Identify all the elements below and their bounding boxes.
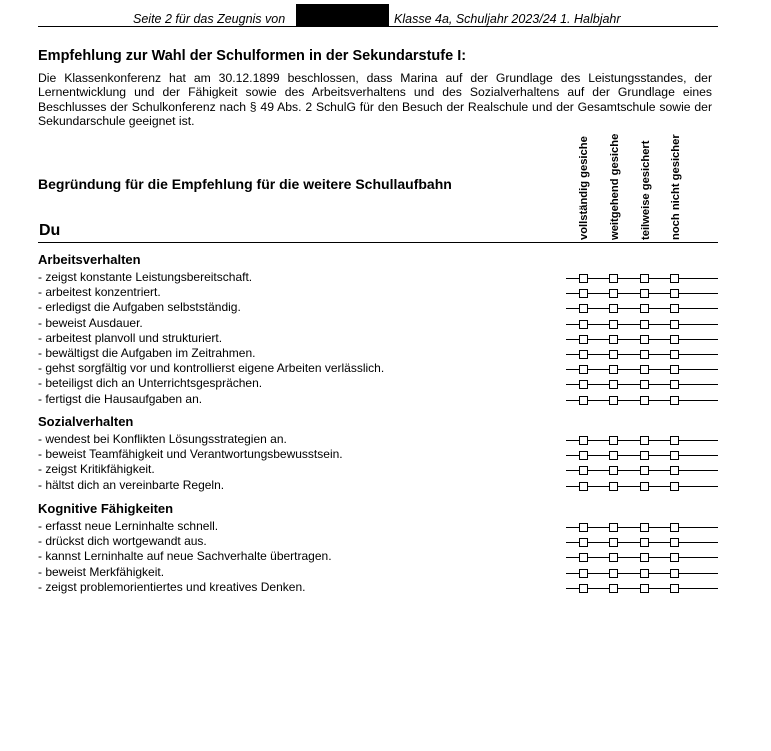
criterion-text: - hältst dich an vereinbarte Regeln. — [38, 477, 225, 492]
rating-checkbox[interactable] — [609, 289, 618, 298]
rating-checkbox[interactable] — [609, 553, 618, 562]
rating-checkbox[interactable] — [670, 320, 679, 329]
rating-checkbox[interactable] — [609, 396, 618, 405]
section-title-arbeitsverhalten: Arbeitsverhalten — [38, 252, 141, 267]
rating-checkbox[interactable] — [609, 584, 618, 593]
rating-checkbox[interactable] — [640, 569, 649, 578]
rating-checkbox[interactable] — [579, 451, 588, 460]
rating-checkbox[interactable] — [609, 451, 618, 460]
rating-checkbox[interactable] — [609, 274, 618, 283]
rating-checkbox[interactable] — [670, 553, 679, 562]
rating-checkbox[interactable] — [640, 320, 649, 329]
column-header-noch-nicht: noch nicht gesicher — [670, 134, 682, 240]
rating-checkbox[interactable] — [609, 304, 618, 313]
recommendation-paragraph: Die Klassenkonferenz hat am 30.12.1899 beschlossen, dass Marina auf der Grundlage des Leistungsstandes, der Lernentwicklung und der Fähigkeit sowie des Arbeitsverhaltens und des Sozialverhaltens auf der Grundlage eines Beschlusses der Schulkonferenz nach § 49 Abs. 2 SchulG für den Besuch der Realschule und der Gesamtschule sowie der Sekundarschule geeignet ist. — [38, 71, 712, 129]
criterion-text: - fertigst die Hausaufgaben an. — [38, 391, 203, 406]
rating-checkbox[interactable] — [670, 289, 679, 298]
rating-checkbox[interactable] — [670, 274, 679, 283]
rating-checkbox[interactable] — [579, 584, 588, 593]
rating-checkbox[interactable] — [609, 436, 618, 445]
rating-checkbox[interactable] — [670, 523, 679, 532]
rating-checkbox[interactable] — [609, 482, 618, 491]
recommendation-title: Empfehlung zur Wahl der Schulformen in der Sekundarstufe I: — [38, 48, 467, 64]
rating-checkbox[interactable] — [609, 538, 618, 547]
rating-checkbox[interactable] — [579, 569, 588, 578]
rating-checkbox[interactable] — [670, 451, 679, 460]
rating-checkbox[interactable] — [609, 335, 618, 344]
rating-checkbox[interactable] — [640, 482, 649, 491]
header-left-text: Seite 2 für das Zeugnis von — [133, 12, 286, 26]
column-header-teilweise: teilweise gesichert — [640, 140, 652, 240]
rating-checkbox[interactable] — [640, 538, 649, 547]
rating-checkbox[interactable] — [579, 320, 588, 329]
rating-checkbox[interactable] — [609, 350, 618, 359]
rating-checkbox[interactable] — [670, 380, 679, 389]
rating-checkbox[interactable] — [670, 396, 679, 405]
rating-checkbox[interactable] — [640, 436, 649, 445]
criterion-text: - beteiligst dich an Unterrichtsgesprächen. — [38, 376, 263, 391]
column-header-weitgehend: weitgehend gesiche — [609, 133, 621, 240]
rating-checkbox[interactable] — [609, 523, 618, 532]
rating-checkbox[interactable] — [609, 365, 618, 374]
rating-checkbox[interactable] — [640, 396, 649, 405]
rating-checkbox[interactable] — [670, 365, 679, 374]
header-rule — [38, 26, 718, 27]
rating-checkbox[interactable] — [640, 380, 649, 389]
rating-checkbox[interactable] — [670, 584, 679, 593]
rating-checkbox[interactable] — [640, 584, 649, 593]
rating-checkbox[interactable] — [579, 396, 588, 405]
rating-checkbox[interactable] — [579, 553, 588, 562]
subject-rule — [38, 242, 718, 243]
column-header-vollstaendig: vollständig gesiche — [578, 136, 590, 240]
rating-checkbox[interactable] — [670, 436, 679, 445]
criterion-text: - beweist Ausdauer. — [38, 315, 143, 330]
redacted-name-block — [296, 4, 389, 26]
criterion-text: - zeigst konstante Leistungsbereitschaft. — [38, 270, 253, 284]
rating-checkbox[interactable] — [640, 466, 649, 475]
criterion-text: - beweist Merkfähigkeit. — [38, 564, 165, 579]
rating-checkbox[interactable] — [579, 350, 588, 359]
rating-checkbox[interactable] — [670, 569, 679, 578]
rating-checkbox[interactable] — [609, 466, 618, 475]
rating-checkbox[interactable] — [670, 304, 679, 313]
reasoning-title: Begründung für die Empfehlung für die weitere Schullaufbahn — [38, 176, 452, 192]
header-right-text: Klasse 4a, Schuljahr 2023/24 1. Halbjahr — [394, 12, 621, 26]
rating-checkbox[interactable] — [670, 482, 679, 491]
rating-checkbox[interactable] — [609, 320, 618, 329]
rating-checkbox[interactable] — [579, 466, 588, 475]
criterion-text: - zeigst Kritikfähigkeit. — [38, 462, 155, 477]
rating-checkbox[interactable] — [579, 538, 588, 547]
rating-checkbox[interactable] — [579, 289, 588, 298]
rating-checkbox[interactable] — [640, 451, 649, 460]
rating-checkbox[interactable] — [670, 466, 679, 475]
rating-checkbox[interactable] — [640, 350, 649, 359]
criterion-text: - kannst Lerninhalte auf neue Sachverhalte übertragen. — [38, 549, 332, 564]
rating-checkbox[interactable] — [640, 523, 649, 532]
subject-label: Du — [39, 222, 61, 239]
rating-checkbox[interactable] — [640, 553, 649, 562]
section-title-sozialverhalten: Sozialverhalten — [38, 414, 134, 429]
rating-checkbox[interactable] — [640, 335, 649, 344]
criterion-text: - beweist Teamfähigkeit und Verantwortungsbewusstsein. — [38, 447, 343, 462]
rating-checkbox[interactable] — [579, 335, 588, 344]
rating-checkbox[interactable] — [640, 289, 649, 298]
rating-checkbox[interactable] — [670, 538, 679, 547]
criterion-text: - erfasst neue Lerninhalte schnell. — [38, 519, 219, 533]
rating-checkbox[interactable] — [579, 304, 588, 313]
rating-checkbox[interactable] — [609, 380, 618, 389]
rating-checkbox[interactable] — [579, 482, 588, 491]
section-title-kognitive-faehigkeiten: Kognitive Fähigkeiten — [38, 501, 174, 516]
criterion-text: - wendest bei Konflikten Lösungsstrategien an. — [38, 432, 287, 446]
criterion-text: - gehst sorgfältig vor und kontrollierst eigene Arbeiten verlässlich. — [38, 361, 385, 376]
rating-checkbox[interactable] — [579, 380, 588, 389]
criterion-text: - drückst dich wortgewandt aus. — [38, 534, 207, 549]
rating-checkbox[interactable] — [579, 365, 588, 374]
rating-checkbox[interactable] — [579, 436, 588, 445]
rating-checkbox[interactable] — [640, 365, 649, 374]
rating-checkbox[interactable] — [640, 304, 649, 313]
rating-checkbox[interactable] — [579, 274, 588, 283]
rating-checkbox[interactable] — [640, 274, 649, 283]
criterion-text: - bewältigst die Aufgaben im Zeitrahmen. — [38, 346, 256, 360]
criterion-text: - zeigst problemorientiertes und kreatives Denken. — [38, 579, 306, 594]
criterion-text: - erledigst die Aufgaben selbstständig. — [38, 300, 241, 315]
rating-checkbox[interactable] — [670, 350, 679, 359]
criterion-text: - arbeitest konzentriert. — [38, 285, 161, 300]
rating-checkbox[interactable] — [670, 335, 679, 344]
rating-checkbox[interactable] — [609, 569, 618, 578]
rating-checkbox[interactable] — [579, 523, 588, 532]
criterion-text: - arbeitest planvoll und strukturiert. — [38, 330, 223, 345]
